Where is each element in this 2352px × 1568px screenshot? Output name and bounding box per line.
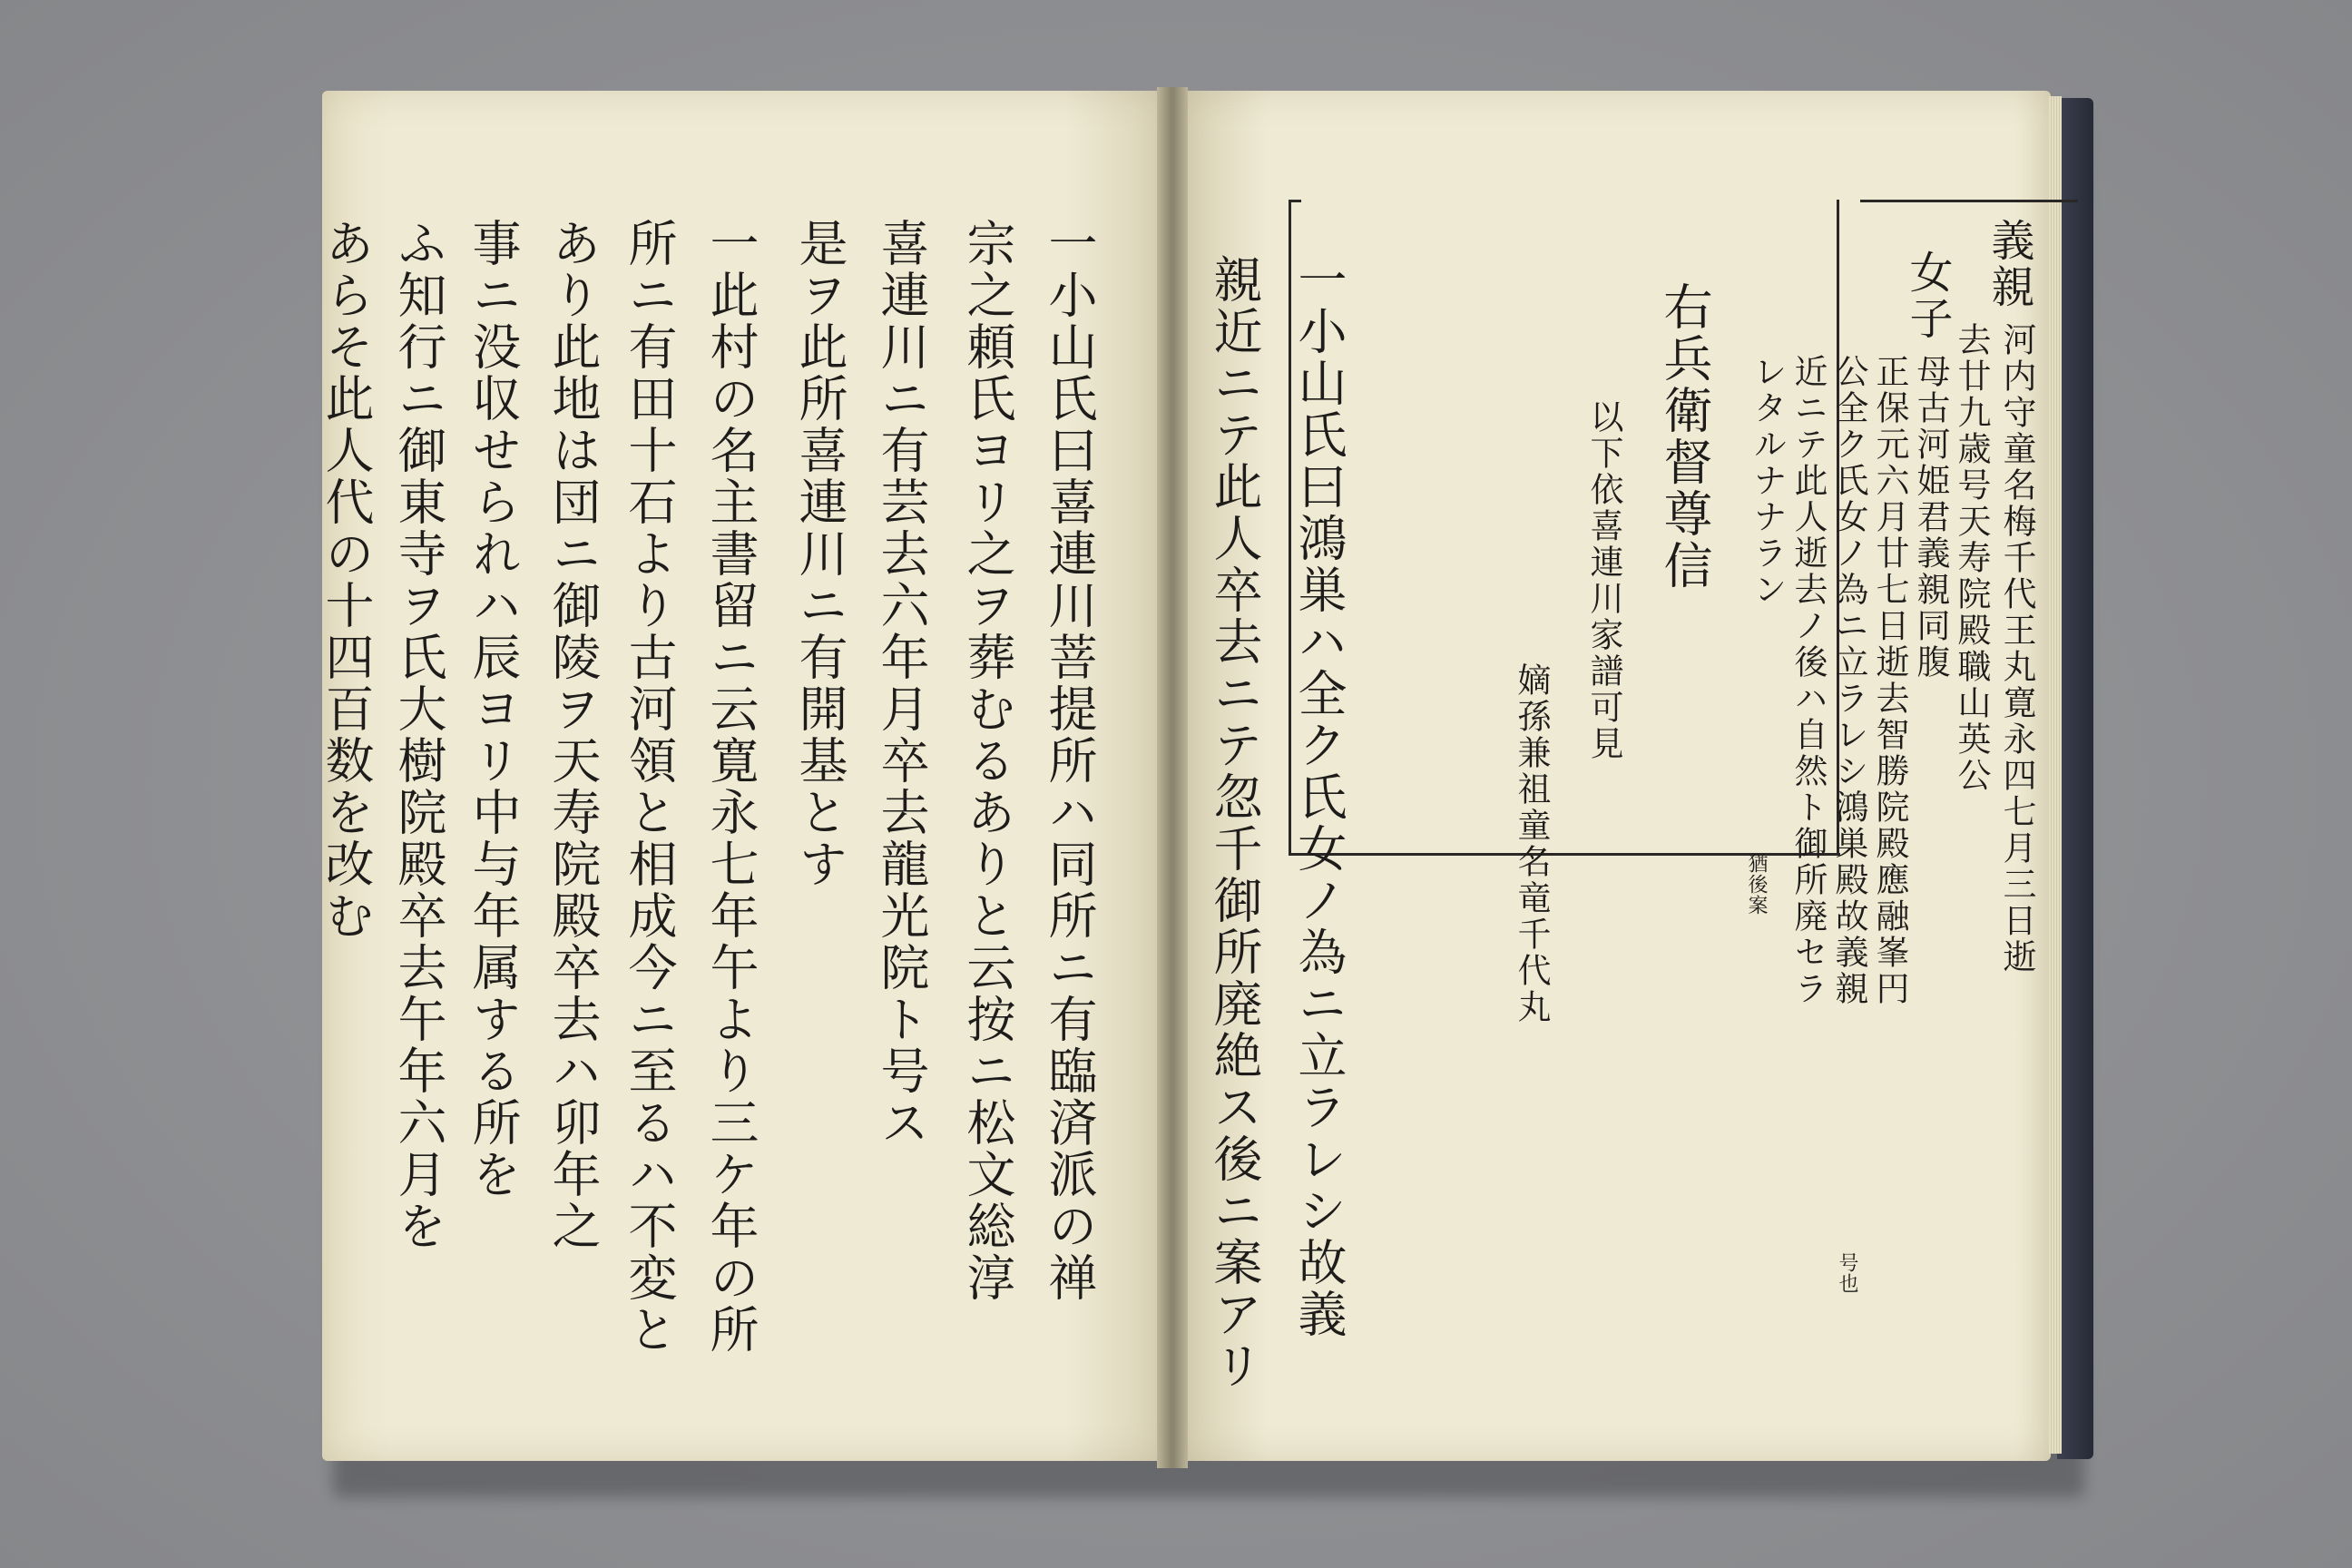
left-col-2: 宗之頼氏ヨリ之ヲ葬むるありと云按ニ松文総淳 — [959, 218, 1016, 1304]
frame-left-tick — [1289, 200, 1301, 202]
book-cover-edge — [2057, 98, 2093, 1459]
daughter-line-3: 公全ク氏女ノ為ニ立ラレシ鴻巣殿故義親 — [1829, 354, 1868, 1007]
daughter-line-5-note: 猶後案 — [1745, 853, 1768, 916]
left-col-9: ふ知行ニ御東寺ヲ氏大樹院殿卒去午年六月を — [390, 218, 447, 1252]
open-book — [318, 91, 2073, 1488]
right-col-2: 親近ニテ此人卒去ニテ忽千御所廃絶ス後ニ案アリ — [1206, 254, 1263, 1392]
entry-heading-line: 河内守童名梅千代王丸寛永四七月三日逝 — [1997, 322, 2036, 975]
left-col-5: 一此村の名主書留ニ云寛永七年午より三ケ年の所 — [702, 218, 760, 1356]
left-page — [318, 91, 1166, 1461]
entry-title: 右兵衛督尊信 — [1656, 281, 1713, 592]
entry-note-2: 嫡孫兼祖童名竜千代丸 — [1512, 662, 1551, 1025]
daughter-line-1: 母古河姫君義親同腹 — [1911, 354, 1950, 681]
left-col-8: 事ニ没収せられハ辰ヨリ中与年属する所を — [465, 218, 522, 1200]
left-col-3: 喜連川ニ有芸去六年月卒去龍光院ト号ス — [873, 218, 930, 1149]
page-stack-edge — [2049, 96, 2062, 1454]
left-col-7: あり此地は団ニ御陵ヲ天寿院殿卒去ハ卯年之 — [544, 218, 602, 1252]
daughter-line-2-note: 号也 — [1836, 1252, 1858, 1294]
daughter-line-4: 近ニテ此人逝去ノ後ハ自然ト御所廃セラ — [1788, 354, 1828, 1007]
daughter-label: 女子 — [1902, 250, 1953, 342]
daughter-line-2: 正保元六月廿七日逝去智勝院殿應融峯円 — [1870, 354, 1909, 1007]
entry-sub-line: 去廿九歳号天寿院殿職山英公 — [1952, 322, 1991, 794]
entry-heading: 義親 — [1984, 218, 2034, 310]
entry-note-1: 以下依喜連川家譜可見 — [1584, 399, 1623, 762]
frame-top-line — [1860, 200, 2078, 202]
daughter-line-5: レタルナナラン — [1748, 354, 1787, 608]
left-col-4: 是ヲ此所喜連川ニ有開基とす — [791, 218, 848, 890]
book-gutter — [1157, 87, 1188, 1468]
right-col-1: 一小山氏曰鴻巣ハ全ク氏女ノ為ニ立ラレシ故義 — [1290, 254, 1348, 1340]
left-col-10: あらそ此人代の十四百数を改む — [318, 218, 375, 942]
left-col-6: 所ニ有田十石より古河領と相成今ニ至るハ不変と — [621, 218, 678, 1356]
left-col-1: 一小山氏曰喜連川菩提所ハ同所ニ有臨済派の禅 — [1041, 218, 1098, 1304]
right-page — [1180, 91, 2051, 1461]
